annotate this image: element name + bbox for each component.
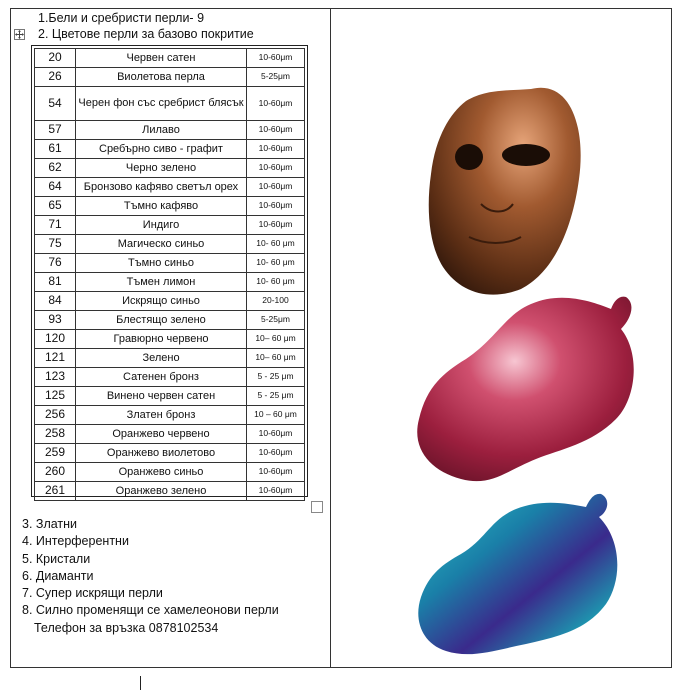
row-code: 54 xyxy=(35,87,76,121)
row-particle-size: 5 - 25 μm xyxy=(247,387,305,406)
row-particle-size: 10- 60 μm xyxy=(247,235,305,254)
table-row xyxy=(35,425,305,444)
row-code: 20 xyxy=(35,49,76,68)
row-color-name: Червен сатен xyxy=(76,49,247,68)
table-row xyxy=(35,197,305,216)
row-particle-size: 10-60μm xyxy=(247,197,305,216)
row-particle-size: 10-60μm xyxy=(247,49,305,68)
product-images xyxy=(331,9,671,667)
table-row xyxy=(35,254,305,273)
row-color-name: Индиго xyxy=(76,216,247,235)
table-row xyxy=(35,330,305,349)
row-code: 84 xyxy=(35,292,76,311)
table-row xyxy=(35,87,305,121)
text-cursor xyxy=(140,676,141,690)
row-code: 260 xyxy=(35,463,76,482)
table-row xyxy=(35,68,305,87)
table-row xyxy=(35,178,305,197)
row-color-name: Сатенен бронз xyxy=(76,368,247,387)
row-color-name: Магическо синьо xyxy=(76,235,247,254)
row-color-name: Тъмно кафяво xyxy=(76,197,247,216)
table-row xyxy=(35,216,305,235)
table-row xyxy=(35,49,305,68)
table-row xyxy=(35,273,305,292)
row-particle-size: 10- 60 μm xyxy=(247,254,305,273)
table-row xyxy=(35,121,305,140)
list-item: 5. Кристали xyxy=(22,551,91,566)
row-particle-size: 10– 60 μm xyxy=(247,349,305,368)
table-resize-handle[interactable] xyxy=(311,501,323,513)
blue-chameleon-paint-sample xyxy=(418,494,617,654)
table-move-handle-icon[interactable] xyxy=(14,29,25,40)
list-item: 7. Супер искрящи перли xyxy=(22,586,163,601)
row-color-name: Зелено xyxy=(76,349,247,368)
row-code: 125 xyxy=(35,387,76,406)
row-particle-size: 10-60μm xyxy=(247,159,305,178)
row-code: 62 xyxy=(35,159,76,178)
row-color-name: Виолетова перла xyxy=(76,68,247,87)
row-code: 65 xyxy=(35,197,76,216)
row-color-name: Черен фон със сребрист блясък xyxy=(76,87,247,121)
row-color-name: Оранжево зелено xyxy=(76,482,247,501)
list-item: 3. Златни xyxy=(22,517,78,531)
table-row xyxy=(35,406,305,425)
row-particle-size: 10-60μm xyxy=(247,87,305,121)
row-color-name: Оранжево червено xyxy=(76,425,247,444)
row-code: 258 xyxy=(35,425,76,444)
row-code: 259 xyxy=(35,444,76,463)
row-code: 81 xyxy=(35,273,76,292)
list-item: 8. Силно променящи се хамелеонови перли xyxy=(22,603,279,618)
row-particle-size: 5-25μm xyxy=(247,311,305,330)
heading-base-coat-pearls: 2. Цветове перли за базово покритие xyxy=(38,27,254,41)
row-code: 61 xyxy=(35,140,76,159)
row-particle-size: 10- 60 μm xyxy=(247,273,305,292)
row-particle-size: 10-60μm xyxy=(247,178,305,197)
row-particle-size: 10 – 60 μm xyxy=(247,406,305,425)
row-particle-size: 10-60μm xyxy=(247,482,305,501)
row-code: 93 xyxy=(35,311,76,330)
row-code: 57 xyxy=(35,121,76,140)
red-pearl-paint-sample xyxy=(417,297,634,482)
row-particle-size: 10-60μm xyxy=(247,140,305,159)
heading-white-silver-pearls: 1.Бели и сребристи перли- 9 xyxy=(38,11,205,25)
row-color-name: Оранжево синьо xyxy=(76,463,247,482)
row-color-name: Бронзово кафяво светъл орех xyxy=(76,178,247,197)
table-row xyxy=(35,140,305,159)
row-color-name: Искрящо синьо xyxy=(76,292,247,311)
row-code: 123 xyxy=(35,368,76,387)
row-particle-size: 10-60μm xyxy=(247,463,305,482)
pearl-colors-table xyxy=(31,45,308,497)
row-color-name: Златен бронз xyxy=(76,406,247,425)
pearl-categories-list xyxy=(22,516,279,637)
table-row xyxy=(35,349,305,368)
row-code: 261 xyxy=(35,482,76,501)
row-particle-size: 10– 60 μm xyxy=(247,330,305,349)
row-code: 26 xyxy=(35,68,76,87)
row-color-name: Черно зелено xyxy=(76,159,247,178)
row-color-name: Винено червен сатен xyxy=(76,387,247,406)
row-code: 121 xyxy=(35,349,76,368)
row-particle-size: 5 - 25 μm xyxy=(247,368,305,387)
row-particle-size: 5-25μm xyxy=(247,68,305,87)
list-item: 4. Интерферентни xyxy=(22,534,129,549)
row-code: 120 xyxy=(35,330,76,349)
row-color-name: Тъмен лимон xyxy=(76,273,247,292)
table-row xyxy=(35,482,305,501)
row-particle-size: 20-100 xyxy=(247,292,305,311)
table-row xyxy=(35,311,305,330)
row-code: 71 xyxy=(35,216,76,235)
row-particle-size: 10-60μm xyxy=(247,121,305,140)
row-code: 75 xyxy=(35,235,76,254)
row-color-name: Тъмно синьо xyxy=(76,254,247,273)
table-row xyxy=(35,368,305,387)
row-particle-size: 10-60μm xyxy=(247,216,305,235)
table-row xyxy=(35,235,305,254)
row-particle-size: 10-60μm xyxy=(247,444,305,463)
table-row xyxy=(35,387,305,406)
row-color-name: Сребърно сиво - графит xyxy=(76,140,247,159)
row-color-name: Оранжево виолетово xyxy=(76,444,247,463)
bronze-pearl-mask xyxy=(429,88,581,295)
row-color-name: Блестящо зелено xyxy=(76,311,247,330)
row-code: 76 xyxy=(35,254,76,273)
table-row xyxy=(35,444,305,463)
row-code: 64 xyxy=(35,178,76,197)
table-row xyxy=(35,159,305,178)
row-color-name: Лилаво xyxy=(76,121,247,140)
list-item: 6. Диаманти xyxy=(22,568,94,583)
table-row xyxy=(35,463,305,482)
row-code: 256 xyxy=(35,406,76,425)
row-color-name: Гравюрно червено xyxy=(76,330,247,349)
contact-phone: Телефон за връзка 0878102534 xyxy=(34,620,219,635)
row-particle-size: 10-60μm xyxy=(247,425,305,444)
table-row xyxy=(35,292,305,311)
